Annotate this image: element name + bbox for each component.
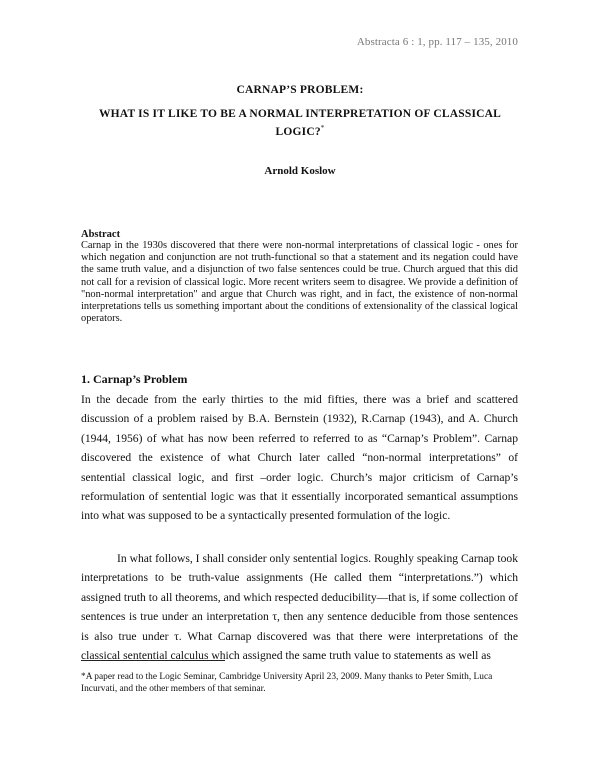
title-line-3: [80, 124, 520, 138]
abstract-text: Carnap in the 1930s discovered that there were non-normal interpretations of classical logic - ones for which negation and conjunction are not truth-functional so that a statement and its negation could have the same truth value, and a disjunction of two false sentences could be true. Church argued that this did not call for a revision of classical logic. More recent writers seem to disagree. We provide a definition of "non-normal interpretation" and argue that Church was right, and in fact, the existence of non-normal interpretations tells us something important about the conditions of extensionality of the classical logical operators.: [81, 240, 518, 325]
author-name: Arnold Koslow: [264, 165, 336, 177]
footnote-divider: [81, 660, 225, 661]
abstract-heading: Abstract: [81, 229, 121, 240]
title-line-1: CARNAP’S PROBLEM:: [236, 84, 364, 96]
footnote-text: *A paper read to the Logic Seminar, Cambridge University April 23, 2009. Many thanks to Peter Smith, Luca Incurvati, and the other members of that seminar.: [81, 672, 493, 694]
title-footnote-mark: *: [320, 124, 325, 132]
running-head: Abstracta 6 : 1, pp. 117 – 135, 2010: [356, 36, 518, 48]
body-paragraph-1: In the decade from the early thirties to the mid fifties, there was a brief and scattered discussion of a problem raised by B.A. Bernstein (1932), R.Carnap (1943), and A. Church (1944, 1956) of what has now been referred to referred to as “Carnap’s Problem”. Carnap discovered the existence of what Church later called “non-normal interpretations” of sentential classical logic, and first –order logic. Church’s major criticism of Carnap’s reformulation of sentential logic was that it essentially incorporated semantical assumptions into what was supposed to be a syntactically presented formulation of the logic.: [81, 393, 518, 523]
title-line-2: WHAT IS IT LIKE TO BE A NORMAL INTERPRETATION OF CLASSICAL: [98, 108, 502, 120]
body-paragraph-2: In what follows, I shall consider only sentential logics. Roughly speaking Carnap took interpretations to be truth-value assignments (He called them “interpretations.”) which assigned truth to all theorems, and which respected deducibility—that is, if some collection of sentences is true under an interpretation τ, then any sentence deducible from those sentences is also true under τ. What Carnap discovered was that there were interpretations of the classical sentential calculus which assigned the same truth value to statements as well as: [81, 552, 518, 663]
title-line-3-text: LOGIC?: [275, 126, 321, 138]
section-heading: 1. Carnap’s Problem: [81, 372, 188, 386]
